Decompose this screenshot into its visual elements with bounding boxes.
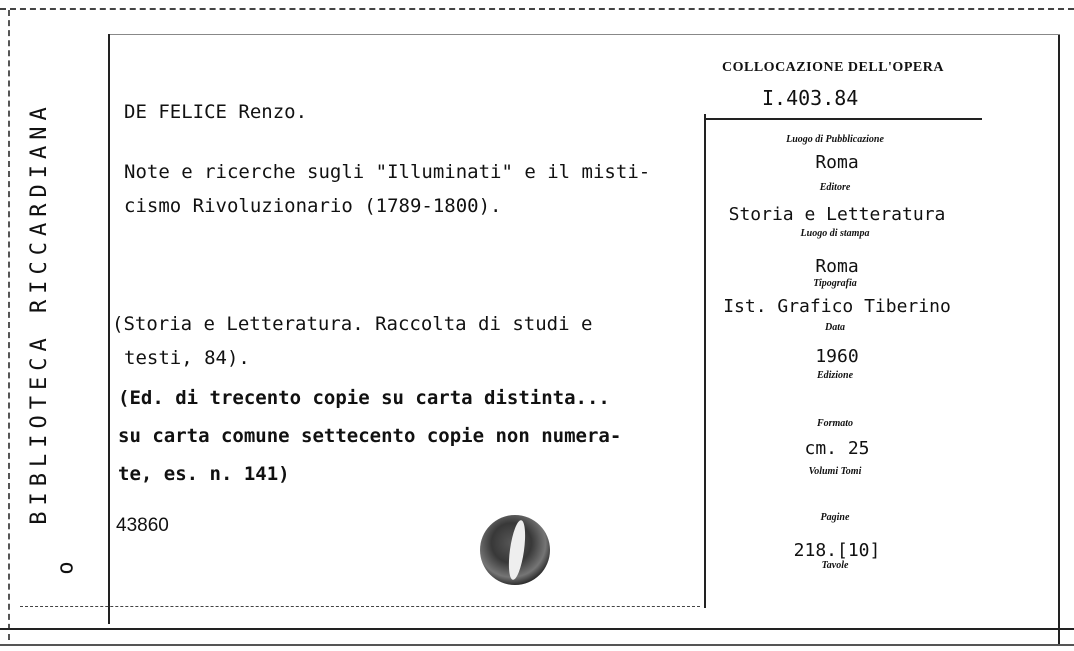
luogo-pubblicazione-label: Luogo di Pubblicazione: [786, 134, 884, 145]
left-border: [8, 10, 10, 640]
tavole-label: Tavole: [821, 560, 849, 571]
luogo-stampa: Roma: [815, 256, 859, 277]
bottom-rule-2: [0, 644, 1074, 646]
sidebar-rule: [108, 34, 110, 624]
editore-label: Editore: [819, 182, 851, 193]
edizione-label: Edizione: [816, 370, 854, 381]
data-label: Data: [825, 322, 845, 333]
library-name: BIBLIOTECA RICCARDIANA: [27, 101, 52, 525]
pagine-label: Pagine: [820, 512, 850, 523]
pagine: 218.[10]: [793, 540, 881, 561]
volumi-tomi-label: Volumi Tomi: [808, 466, 862, 477]
bottom-mark: o: [53, 561, 79, 575]
formato: cm. 25: [804, 438, 870, 459]
top-border: [0, 8, 1074, 10]
shelfmark: I.403.84: [762, 86, 859, 110]
editore: Storia e Letteratura: [728, 204, 946, 225]
series-line-1: (Storia e Letteratura. Raccolta di studi e: [112, 313, 593, 335]
luogo-pubblicazione: Roma: [815, 152, 859, 173]
note-line-1: (Ed. di trecento copie su carta distinta...: [118, 387, 610, 409]
inventory-number: 43860: [116, 515, 169, 536]
note-line-2: su carta comune settecento copie non numera-: [118, 425, 622, 447]
title-line-2: cismo Rivoluzionario (1789-1800).: [124, 195, 502, 217]
collocazione-heading: COLLOCAZIONE DELL'OPERA: [722, 60, 944, 75]
top-rule: [110, 34, 1060, 35]
series-line-2: testi, 84).: [124, 347, 250, 369]
tipografia-label: Tipografia: [813, 278, 857, 289]
right-border: [1058, 34, 1060, 644]
note-line-3: te, es. n. 141): [118, 463, 290, 485]
data-value: 1960: [815, 346, 859, 367]
formato-label: Formato: [816, 418, 854, 429]
tipografia: Ist. Grafico Tiberino: [723, 296, 951, 317]
author: DE FELICE Renzo.: [124, 101, 308, 123]
details-top-rule: [704, 118, 982, 120]
luogo-stampa-label: Luogo di stampa: [800, 228, 870, 239]
title-line-1: Note e ricerche sugli "Illuminati" e il misti-: [124, 161, 651, 183]
bottom-rule: [0, 628, 1074, 630]
bottom-dash: [20, 606, 700, 607]
